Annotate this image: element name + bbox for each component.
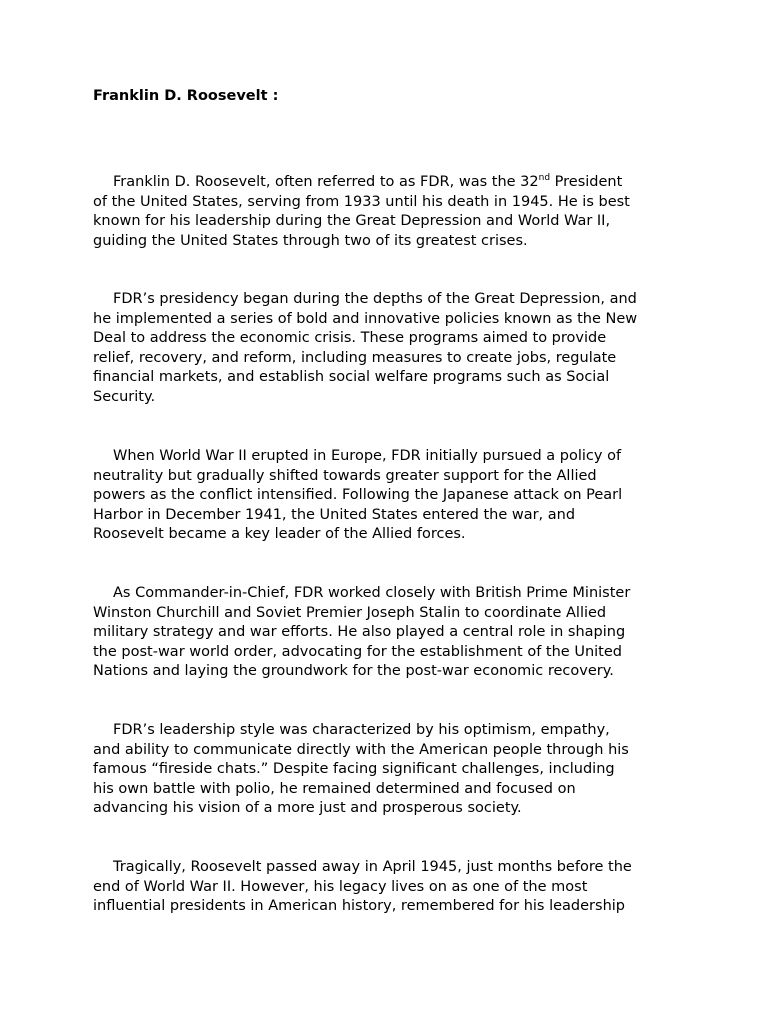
paragraph-line: financial markets, and establish social welfare programs such as Social: [93, 369, 610, 386]
paragraph-line: his own battle with polio, he remained determined and focused on: [93, 780, 576, 797]
paragraph-6: [93, 858, 693, 917]
paragraph-line: advancing his vision of a more just and prosperous society.: [93, 800, 522, 817]
paragraph-line: he implemented a series of bold and innovative policies known as the New: [93, 310, 638, 327]
document-title: Franklin D. Roosevelt :: [93, 88, 279, 104]
ordinal-superscript: nd: [538, 173, 551, 183]
paragraph-4: [93, 584, 693, 682]
paragraph-line: Harbor in December 1941, the United States entered the war, and: [93, 506, 576, 523]
paragraph-1: [93, 173, 693, 251]
paragraph-line: relief, recovery, and reform, including measures to create jobs, regulate: [93, 349, 617, 366]
paragraph-line: the post-war world order, advocating for the establishment of the United: [93, 643, 622, 660]
paragraph-line: guiding the United States through two of its greatest crises.: [93, 232, 528, 249]
paragraph-line: FDR’s leadership style was characterized by his optimism, empathy,: [113, 722, 610, 738]
paragraph-line: famous “fireside chats.” Despite facing significant challenges, including: [93, 761, 615, 778]
paragraph-line: Deal to address the economic crisis. These programs aimed to provide: [93, 330, 607, 347]
paragraph-line: FDR’s presidency began during the depths of the Great Depression, and: [113, 291, 637, 307]
paragraph-text: President: [550, 174, 623, 190]
paragraph-text: Franklin D. Roosevelt, often referred to as FDR, was the 32: [113, 174, 539, 190]
paragraph-line: As Commander-in-Chief, FDR worked closely with British Prime Minister: [113, 585, 631, 601]
paragraph-line: neutrality but gradually shifted towards greater support for the Allied: [93, 467, 597, 484]
paragraph-line: powers as the conflict intensified. Following the Japanese attack on Pearl: [93, 487, 623, 504]
paragraph-5: [93, 721, 693, 819]
paragraph-line: influential presidents in American history, remembered for his leadership: [93, 898, 625, 915]
paragraph-line: and ability to communicate directly with the American people through his: [93, 741, 629, 758]
paragraph-line: Roosevelt became a key leader of the Allied forces.: [93, 526, 466, 543]
paragraph-line: end of World War II. However, his legacy lives on as one of the most: [93, 878, 588, 895]
paragraph-line: Winston Churchill and Soviet Premier Joseph Stalin to coordinate Allied: [93, 604, 607, 621]
paragraph-line: military strategy and war efforts. He also played a central role in shaping: [93, 624, 626, 641]
paragraph-2: [93, 290, 693, 408]
paragraph-line: known for his leadership during the Great Depression and World War II,: [93, 213, 611, 230]
paragraph-line: When World War II erupted in Europe, FDR initially pursued a policy of: [113, 448, 622, 464]
paragraph-3: [93, 447, 693, 545]
paragraph-line: Nations and laying the groundwork for the post-war economic recovery.: [93, 663, 614, 680]
paragraph-line: [93, 173, 693, 193]
paragraph-line: of the United States, serving from 1933 until his death in 1945. He is best: [93, 193, 630, 210]
paragraph-line: Security.: [93, 388, 156, 405]
paragraph-line: Tragically, Roosevelt passed away in April 1945, just months before the: [113, 859, 632, 875]
